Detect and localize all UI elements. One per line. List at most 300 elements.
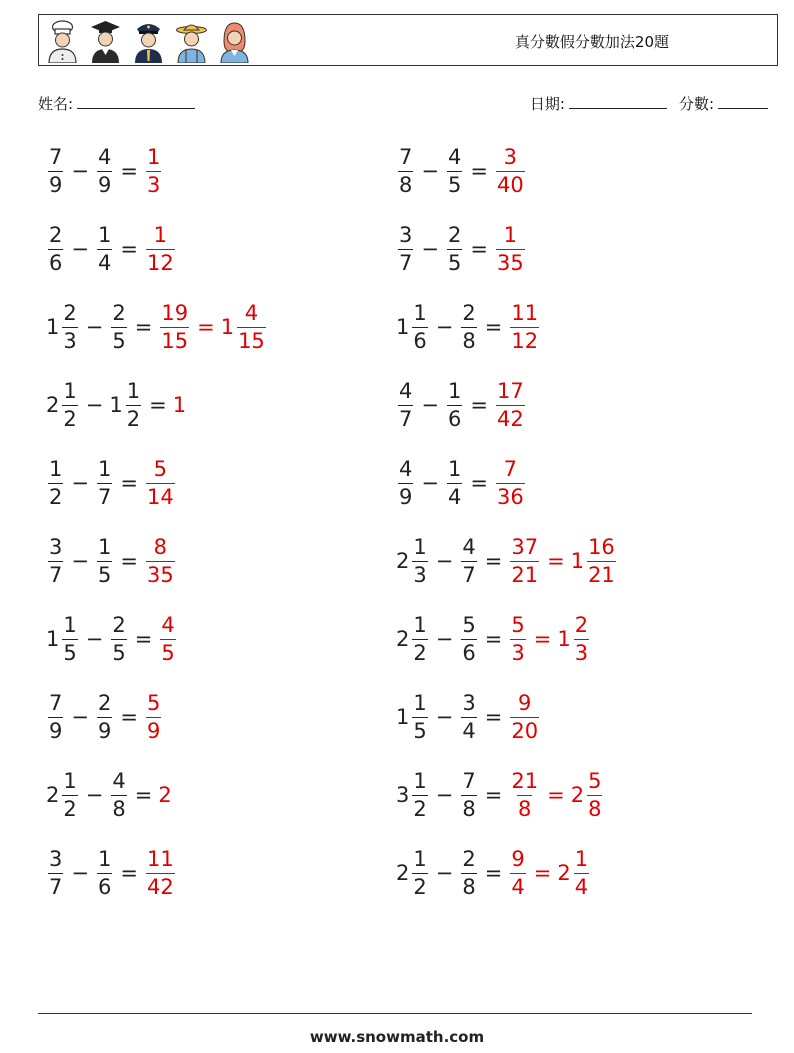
numerator: 19 [161,300,189,325]
minus-sign: − [435,315,454,339]
equals-sign-answer: = [533,627,552,651]
numerator: 9 [518,690,532,715]
second-operand [445,378,464,431]
whole-number: 2 [396,861,410,885]
minus-sign: − [85,315,104,339]
minus-sign: − [435,627,454,651]
fraction [97,144,112,197]
denominator: 6 [462,640,476,665]
fraction [62,300,77,353]
numerator: 1 [413,612,427,637]
denominator: 9 [399,484,413,509]
answer [508,612,527,665]
denominator: 7 [49,874,63,899]
denominator: 8 [399,172,413,197]
denominator: 14 [146,484,174,509]
denominator: 8 [112,796,126,821]
equals-sign: = [470,237,488,261]
denominator: 35 [496,250,524,275]
minus-sign: − [71,471,89,495]
second-operand [459,768,478,821]
answer [494,144,527,197]
fraction [412,690,427,743]
equals-sign: = [470,159,488,183]
whole-number: 1 [570,549,585,573]
numerator: 1 [153,222,168,247]
denominator: 5 [112,328,126,353]
answer [508,846,527,899]
first-operand [46,222,65,275]
fraction [146,534,175,587]
numerator: 1 [97,222,112,247]
problem-17 [46,762,173,828]
fraction [146,690,161,743]
whole-number: 1 [396,705,410,729]
denominator: 15 [238,328,265,353]
answer [144,690,163,743]
fraction [461,534,476,587]
first-operand [46,846,65,899]
denominator: 21 [588,562,615,587]
equals-sign-answer: = [547,783,565,807]
fraction [126,378,141,431]
numerator: 2 [49,222,63,247]
minus-sign: − [71,237,89,261]
numerator: 4 [97,144,112,169]
denominator: 2 [413,640,427,665]
equals-sign: = [120,471,138,495]
fraction [398,144,413,197]
whole-number: 1 [557,627,571,651]
numerator: 5 [153,456,168,481]
first-operand [396,612,430,665]
equals-sign: = [484,705,503,729]
problem-1 [46,138,163,204]
denominator: 5 [413,718,427,743]
first-operand [396,534,430,587]
denominator: 40 [496,172,524,197]
numerator: 2 [462,846,476,871]
denominator: 8 [462,874,476,899]
denominator: 8 [462,796,476,821]
denominator: 3 [146,172,161,197]
woman-avatar-icon [217,19,252,63]
numerator: 17 [496,378,524,403]
answer [144,846,177,899]
numerator: 2 [112,300,126,325]
numerator: 7 [49,144,63,169]
minus-sign: − [435,705,454,729]
fraction [48,144,63,197]
answer [494,378,527,431]
fraction [62,378,77,431]
denominator: 9 [146,718,161,743]
denominator: 6 [97,874,112,899]
denominator: 2 [126,406,141,431]
denominator: 5 [97,562,112,587]
first-operand [396,378,415,431]
denominator: 4 [447,484,462,509]
fraction [447,144,462,197]
problem-10 [396,450,527,516]
second-operand [109,768,128,821]
first-operand [46,690,65,743]
whole-number: 2 [396,549,410,573]
farmer-avatar-icon [174,19,209,63]
fraction [496,378,525,431]
date-label: 日期: [529,95,565,113]
whole-number: 2 [46,393,60,417]
denominator: 4 [574,874,589,899]
numerator: 3 [49,534,63,559]
numerator: 5 [462,612,476,637]
answer [508,690,541,743]
numerator: 4 [161,612,175,637]
numerator: 11 [146,846,174,871]
numerator: 9 [511,846,525,871]
numerator: 1 [63,378,77,403]
fraction [461,768,476,821]
denominator: 20 [511,718,539,743]
answer [144,534,177,587]
answer [144,456,177,509]
fraction [412,768,427,821]
numerator: 2 [97,690,112,715]
score-label: 分數: [678,95,714,113]
numerator: 1 [97,534,112,559]
denominator: 4 [511,874,525,899]
whole-number: 2 [570,783,585,807]
whole-number: 1 [396,315,410,339]
problem-19 [46,840,177,906]
fraction [48,222,63,275]
name-blank[interactable] [77,107,195,109]
score-blank[interactable] [718,107,768,109]
fraction [146,222,175,275]
numerator: 1 [97,456,112,481]
fraction [510,768,539,821]
equals-sign: = [484,861,503,885]
fraction [48,534,63,587]
answer [158,612,177,665]
denominator: 21 [511,562,539,587]
fraction [97,846,112,899]
numerator: 5 [511,612,525,637]
equals-sign: = [120,549,138,573]
numerator: 1 [63,768,77,793]
denominator: 6 [413,328,427,353]
fraction [574,612,589,665]
problem-9 [46,450,177,516]
first-operand [46,456,65,509]
equals-sign: = [120,861,138,885]
minus-sign: − [85,783,104,807]
fraction [510,846,525,899]
fraction [574,846,589,899]
fraction [412,612,427,665]
answer [144,144,163,197]
whole-number: 1 [220,315,235,339]
date-blank[interactable] [569,107,667,109]
footer-divider [38,1013,752,1014]
denominator: 5 [447,172,462,197]
numerator: 1 [503,222,518,247]
denominator: 42 [146,874,174,899]
answer [158,300,191,353]
answer [508,768,541,821]
numerator: 1 [447,378,462,403]
denominator: 5 [112,640,126,665]
footer-site: www.snowmath.com [309,1028,485,1046]
second-operand [95,534,114,587]
first-operand [46,612,80,665]
problem-18 [396,762,604,828]
denominator: 8 [462,328,476,353]
answer-mixed-form [557,846,591,899]
equals-sign: = [470,471,488,495]
minus-sign: − [421,393,439,417]
minus-sign: − [435,861,454,885]
fraction [447,222,462,275]
name-label: 姓名: [38,95,74,113]
numerator: 7 [399,144,413,169]
numerator: 1 [97,846,112,871]
numerator: 7 [49,690,63,715]
second-operand [109,612,128,665]
denominator: 2 [63,796,77,821]
fraction [62,768,77,821]
second-operand [109,300,128,353]
numerator: 5 [588,768,602,793]
second-operand [459,534,478,587]
numerator: 2 [63,300,77,325]
name-field [38,93,195,114]
denominator: 3 [63,328,77,353]
second-operand [445,456,464,509]
second-operand [459,846,478,899]
numerator: 1 [146,144,161,169]
denominator: 9 [97,718,112,743]
fraction [496,144,525,197]
denominator: 5 [447,250,462,275]
problem-11 [46,528,177,594]
minus-sign: − [435,549,454,573]
worksheet-title: 真分數假分數加法20題 [514,33,669,51]
problem-13 [46,606,178,672]
numerator: 7 [503,456,518,481]
problem-12 [396,528,618,594]
equals-sign: = [484,627,503,651]
answer [494,456,527,509]
fraction [48,456,63,509]
numerator: 11 [511,300,539,325]
denominator: 2 [49,484,63,509]
problem-15 [46,684,163,750]
problem-5 [46,294,268,360]
whole-number: 2 [557,861,571,885]
numerator: 1 [413,300,427,325]
fraction [461,690,476,743]
fraction [461,612,476,665]
numerator: 3 [399,222,413,247]
numerator: 2 [462,300,476,325]
second-operand [459,690,478,743]
first-operand [396,300,430,353]
whole-number: 2 [46,783,60,807]
equals-sign-answer: = [533,861,552,885]
numerator: 8 [153,534,168,559]
fraction [146,144,161,197]
numerator: 1 [126,378,141,403]
fraction [160,300,189,353]
fraction [48,846,63,899]
equals-sign: = [120,237,138,261]
denominator: 4 [462,718,476,743]
second-operand [95,456,114,509]
second-operand [445,222,464,275]
second-operand [95,690,114,743]
equals-sign: = [484,783,503,807]
answer [508,534,541,587]
denominator: 7 [399,250,413,275]
answer [494,222,527,275]
numerator: 1 [413,690,427,715]
denominator: 9 [49,172,63,197]
answer [508,300,541,353]
fraction [412,534,427,587]
minus-sign: − [71,549,89,573]
numerator: 3 [49,846,63,871]
second-operand [95,222,114,275]
fraction [398,456,413,509]
answer [158,783,172,807]
first-operand [396,690,430,743]
fraction [461,846,476,899]
minus-sign: − [421,159,439,183]
fraction [237,300,266,353]
denominator: 6 [49,250,63,275]
second-operand [109,378,143,431]
equals-sign: = [470,393,488,417]
first-operand [396,846,430,899]
second-operand [95,846,114,899]
whole-number: 1 [172,393,187,417]
equals-sign-answer: = [547,549,565,573]
numerator: 1 [413,846,427,871]
fraction [587,768,602,821]
denominator: 12 [511,328,539,353]
first-operand [396,222,415,275]
numerator: 1 [63,612,77,637]
fraction [496,222,525,275]
fraction [97,534,112,587]
fraction [510,300,539,353]
numerator: 4 [399,456,413,481]
numerator: 3 [503,144,518,169]
date-score-fields [530,93,768,114]
numerator: 2 [574,612,589,637]
whole-number: 2 [396,627,410,651]
denominator: 2 [413,796,427,821]
problem-3 [46,216,177,282]
problem-16 [396,684,541,750]
minus-sign: − [435,783,454,807]
denominator: 3 [574,640,589,665]
denominator: 36 [496,484,524,509]
answer-mixed-form [220,300,268,353]
numerator: 4 [244,300,259,325]
first-operand [46,144,65,197]
problem-7 [46,372,187,438]
answer [173,393,187,417]
date-field [530,93,667,114]
first-operand [46,378,80,431]
fraction [510,690,539,743]
minus-sign: − [421,471,439,495]
worksheet-header [38,14,778,66]
minus-sign: − [71,705,89,729]
denominator: 7 [399,406,413,431]
fraction [510,534,539,587]
numerator: 16 [588,534,615,559]
first-operand [46,768,80,821]
whole-number: 1 [46,627,60,651]
second-operand [459,300,478,353]
fraction [587,534,616,587]
minus-sign: − [421,237,439,261]
fraction [97,222,112,275]
numerator: 3 [462,690,476,715]
denominator: 9 [49,718,63,743]
avatar-strip [45,19,252,63]
denominator: 6 [447,406,462,431]
graduate-avatar-icon [88,19,123,63]
equals-sign: = [120,705,138,729]
fraction [62,612,77,665]
denominator: 8 [588,796,602,821]
problem-14 [396,606,591,672]
equals-sign: = [134,315,153,339]
numerator: 7 [462,768,476,793]
numerator: 37 [511,534,539,559]
denominator: 7 [462,562,476,587]
equals-sign: = [134,783,153,807]
first-operand [396,144,415,197]
numerator: 1 [413,768,427,793]
denominator: 5 [63,640,77,665]
chef-avatar-icon [45,19,80,63]
fraction [146,456,175,509]
equals-sign: = [134,627,153,651]
fraction [510,612,525,665]
numerator: 4 [447,144,462,169]
answer [144,222,177,275]
denominator: 7 [49,562,63,587]
fraction [461,300,476,353]
whole-number: 2 [158,783,172,807]
minus-sign: − [85,393,104,417]
equals-sign: = [484,549,503,573]
denominator: 2 [63,406,77,431]
second-operand [459,612,478,665]
denominator: 5 [161,640,175,665]
numerator: 21 [511,768,539,793]
answer-mixed-form [557,612,591,665]
problem-2 [396,138,527,204]
minus-sign: − [85,627,104,651]
denominator: 3 [511,640,525,665]
first-operand [396,456,415,509]
